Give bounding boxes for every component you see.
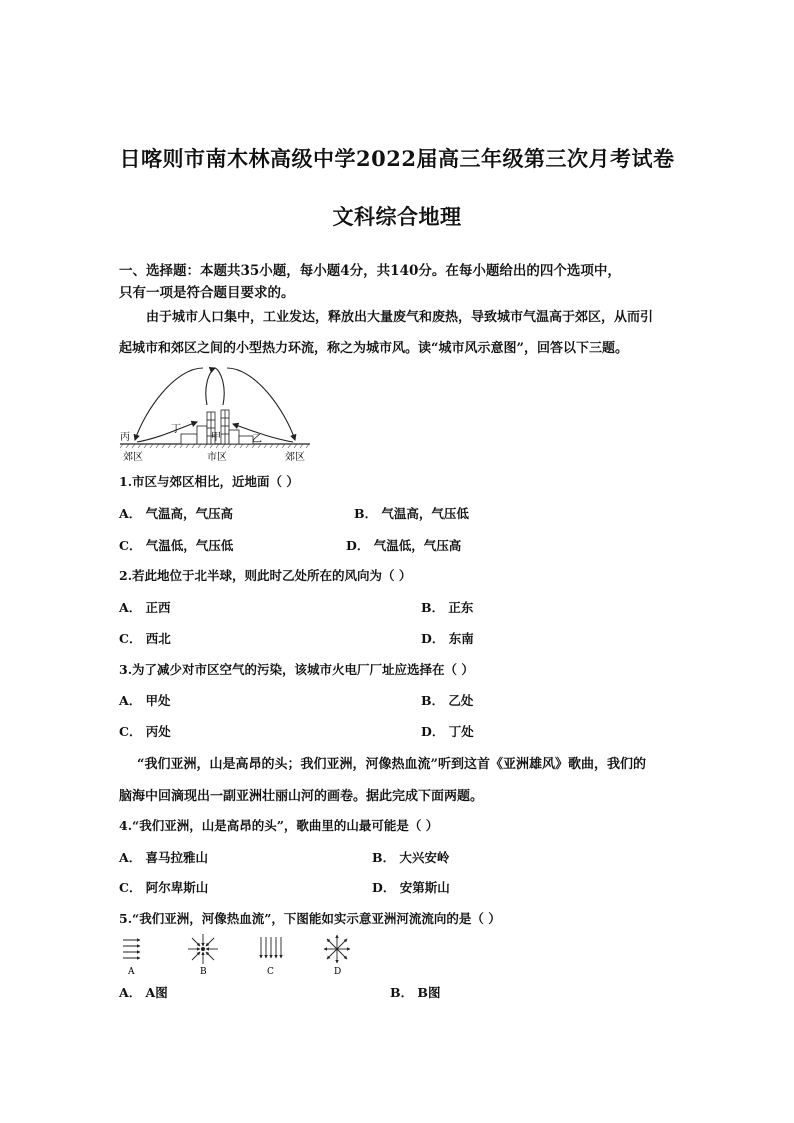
section-heading-line1: 一、选择题：本题共35小题，每小题4分，共140分。在每小题给出的四个选项中， <box>119 263 621 279</box>
question-1-stem: 1.市区与郊区相比，近地面（ ） <box>119 474 299 489</box>
figure-label-a: A <box>128 967 135 977</box>
label-city: 市区 <box>207 452 227 463</box>
intro1-line1: 由于城市人口集中，工业发达，释放出大量废气和废热，导致城市气温高于郊区，从而引 <box>146 310 654 325</box>
label-suburb-right: 郊区 <box>285 452 305 463</box>
question-4-stem: 4.“我们亚洲，山是高昂的头”，歌曲里的山最可能是（ ） <box>119 818 439 833</box>
city-wind-figure <box>115 360 315 465</box>
q2-option-a[interactable]: A． 正西 <box>119 600 171 615</box>
exam-subtitle: 文科综合地理 <box>332 204 462 229</box>
label-bing: 丙 <box>120 432 130 443</box>
intro2-line2: 脑海中回滴现出一副亚洲壮丽山河的画卷。据此完成下面两题。 <box>119 789 484 804</box>
section-heading-line2: 只有一项是符合题目要求的。 <box>119 285 295 301</box>
label-ding: 丁 <box>171 424 181 435</box>
intro2-line1: “我们亚洲，山是高昂的头；我们亚洲，河像热血流”听到这首《亚洲雄风》歌曲，我们的 <box>137 757 646 772</box>
q5-option-b[interactable]: B． B图 <box>390 985 441 1000</box>
q4-option-d[interactable]: D． 安第斯山 <box>372 880 450 895</box>
figure-a-arrows <box>123 940 140 958</box>
q4-option-a[interactable]: A． 喜马拉雅山 <box>119 850 209 865</box>
q2-option-c[interactable]: C． 西北 <box>119 631 171 646</box>
q4-option-b[interactable]: B． 大兴安岭 <box>372 850 450 865</box>
q4-option-c[interactable]: C． 阿尔卑斯山 <box>119 880 209 895</box>
right-circulation-arrow <box>215 368 224 405</box>
label-yi: 乙 <box>252 434 262 445</box>
right-descending-arrow <box>227 368 295 440</box>
figure-b-center <box>201 947 205 951</box>
q1-option-d[interactable]: D． 气温低，气压高 <box>346 538 462 553</box>
q3-option-d[interactable]: D． 丁处 <box>421 724 474 739</box>
left-circulation-arrow <box>206 368 215 405</box>
q1-option-c[interactable]: C． 气温低，气压低 <box>119 538 234 553</box>
figure-label-d: D <box>334 967 342 977</box>
figure-label-b: B <box>200 967 207 977</box>
left-descending-arrow <box>135 368 203 440</box>
question-5-stem: 5.“我们亚洲，河像热血流”，下图能如实示意亚洲河流流向的是（ ） <box>119 911 501 926</box>
q3-option-b[interactable]: B． 乙处 <box>421 693 474 708</box>
figure-label-c: C <box>267 967 274 977</box>
figure-c-arrows <box>261 937 281 958</box>
exam-title: 日喀则市南木林高级中学2022届高三年级第三次月考试卷 <box>119 146 675 171</box>
label-suburb-left: 郊区 <box>123 452 143 463</box>
q1-option-a[interactable]: A． 气温高，气压高 <box>119 506 234 521</box>
q2-option-d[interactable]: D． 东南 <box>421 631 474 646</box>
label-jia: 甲 <box>211 432 221 443</box>
intro1-line2: 起城市和郊区之间的小型热力环流，称之为城市风。读“城市风示意图”，回答以下三题。 <box>119 341 628 356</box>
q5-option-a[interactable]: A． A图 <box>119 985 168 1000</box>
river-direction-figure <box>118 932 358 977</box>
q3-option-a[interactable]: A． 甲处 <box>119 693 171 708</box>
q1-option-b[interactable]: B． 气温高，气压低 <box>354 506 469 521</box>
figure-d-arrows <box>324 935 350 963</box>
q3-option-c[interactable]: C． 丙处 <box>119 724 171 739</box>
ground-hatching <box>120 444 309 448</box>
q2-option-b[interactable]: B． 正东 <box>421 600 474 615</box>
question-3-stem: 3.为了减少对市区空气的污染，该城市火电厂厂址应选择在（ ） <box>119 662 474 677</box>
question-2-stem: 2.若此地位于北半球，则此时乙处所在的风向为（ ） <box>119 568 412 583</box>
